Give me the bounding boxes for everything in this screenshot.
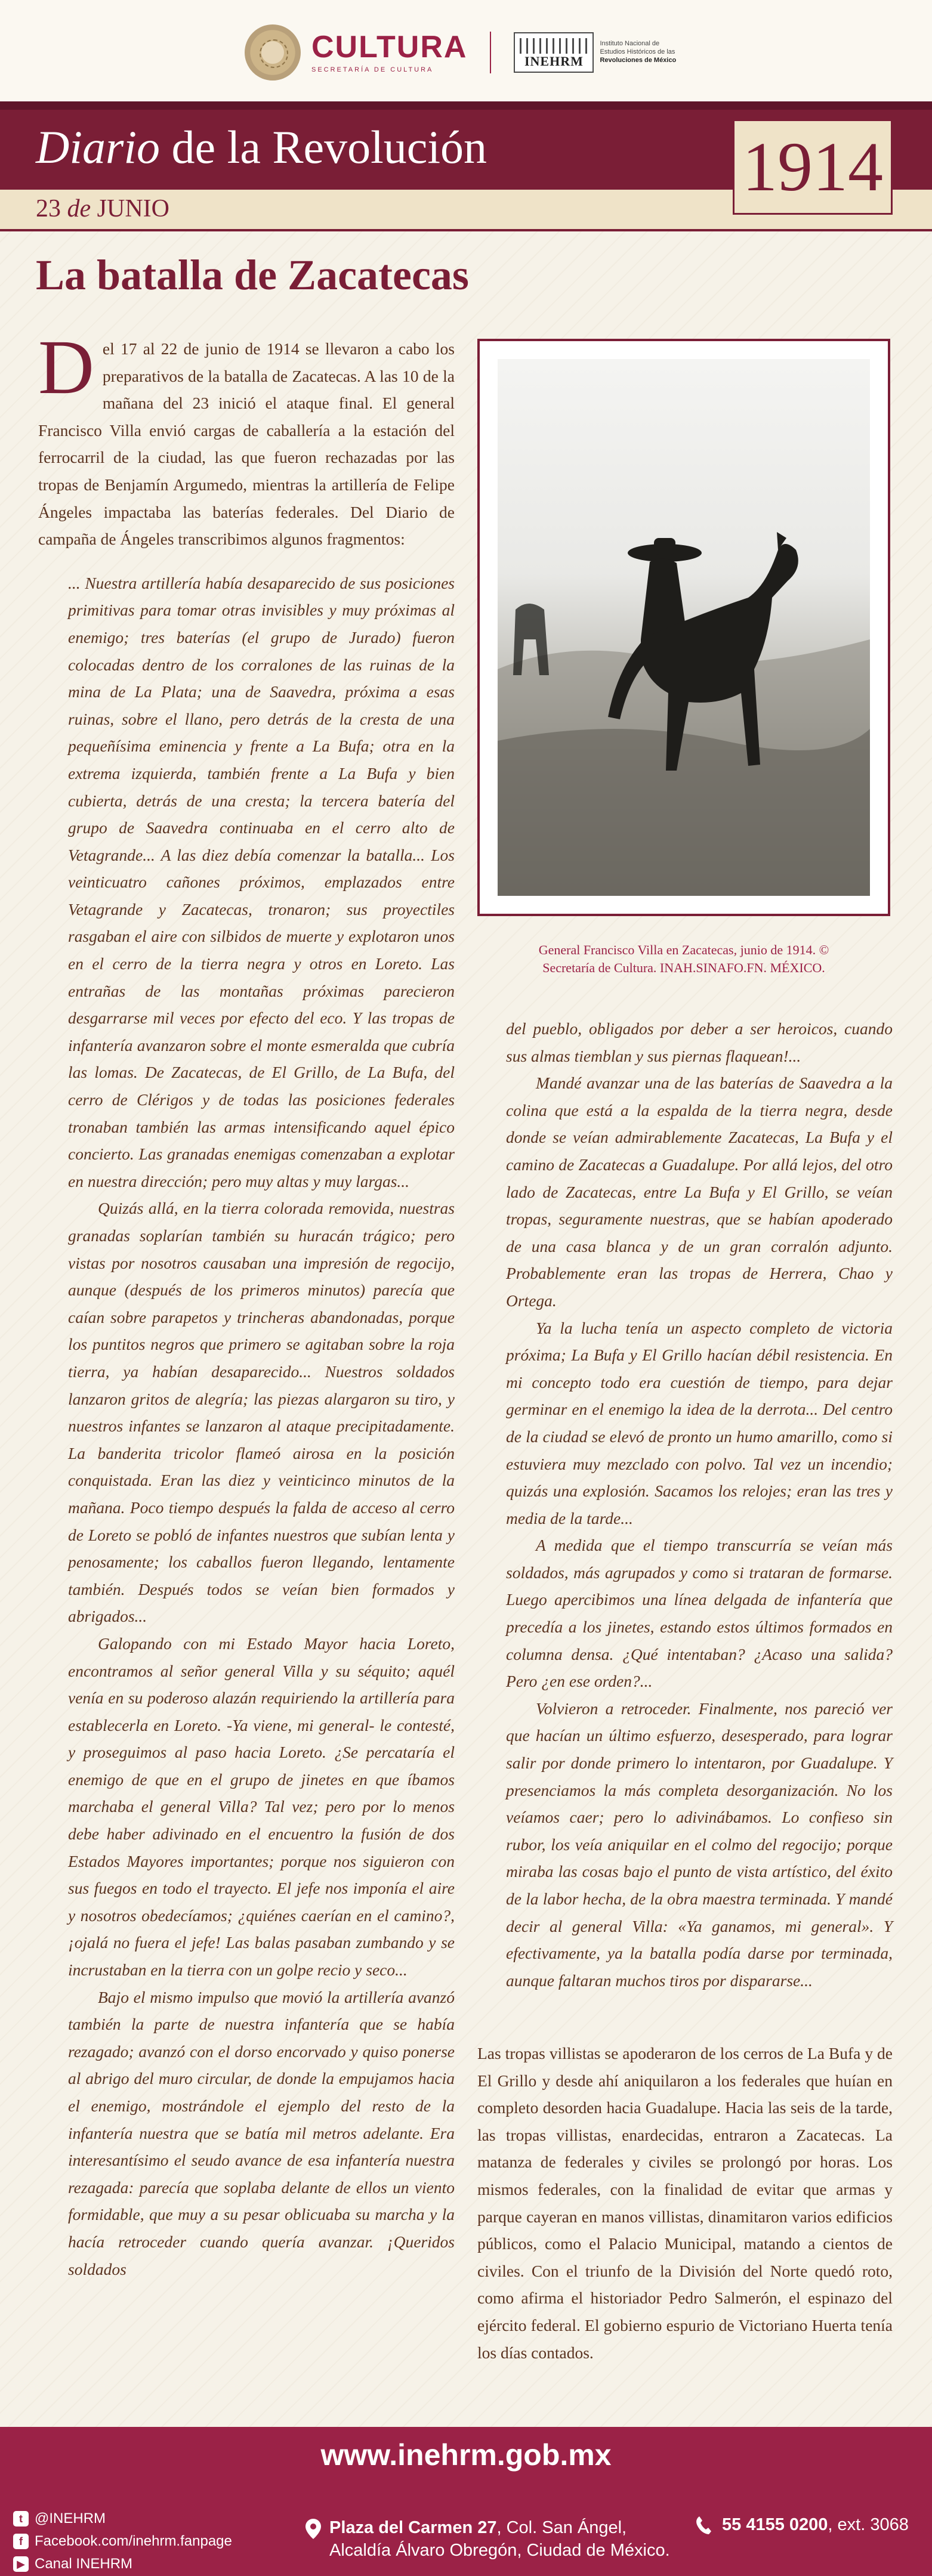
facebook-icon: f bbox=[13, 2534, 29, 2549]
top-header bbox=[0, 0, 932, 101]
quote-paragraph: del pueblo, obligados por deber a ser heroicos, cuando sus almas tiemblan y sus piernas flaquean!... bbox=[506, 1019, 893, 1065]
cultura-logo[interactable] bbox=[311, 32, 467, 73]
inehrm-name-line1: Instituto Nacional de bbox=[600, 40, 660, 48]
photo-caption bbox=[477, 941, 890, 977]
quote-block bbox=[38, 570, 455, 2283]
logo-group bbox=[245, 23, 676, 82]
phone-extension: , ext. 3068 bbox=[828, 2515, 909, 2534]
right-column bbox=[506, 1015, 893, 1994]
twitter-icon: t bbox=[13, 2511, 29, 2526]
location-pin-icon bbox=[305, 2519, 321, 2539]
year-badge bbox=[733, 119, 893, 215]
closing-column bbox=[477, 2040, 893, 2366]
brand-name: CULTURA bbox=[311, 30, 468, 64]
inehrm-name-line3: Revoluciones de México bbox=[600, 56, 677, 64]
quote-paragraph: Quizás allá, en la tierra colorada removida, nuestras granadas soplarían también su huracán trágico; pero vistas por nosotros causaban una impresión de regocijo, aunque (después de los primeros minutos) parecía que caían sobre parapetos y trincheras abandonadas, porque los puntitos negros que primero se agitaban sobre la roja tierra, ya habían desaparecido... Nuestros soldados lanzaron gritos de alegría; las piezas alargaron su tiro, y nuestros infantes se lanzaron al ataque precipitadamente. La banderita tricolor flameó airosa en la posición conquistada. Eran las diez y veinticinco minutos de la mañana. Poco tiempo después la falda de acceso al cerro de Loreto se pobló de infantes nuestros que subían lenta y penosamente; los caballos fueron llegando, lentamente también. Después todos se veían bien formados y abrigados... bbox=[68, 1199, 455, 1626]
facebook-link[interactable] bbox=[13, 2533, 232, 2550]
inehrm-logo[interactable] bbox=[514, 32, 676, 73]
brand-subtitle: SECRETARÍA DE CULTURA bbox=[311, 66, 434, 73]
quote-paragraph: Galopando con mi Estado Mayor hacia Loreto, encontramos al señor general Villa y su séquito; aquél venía en su poderoso alazán requiriendo la artillería para establecerla en Loreto. -Ya viene, mi general- le contesté, y proseguimos al paso hacia Loreto. ¿Se percataría el enemigo de que en el grupo de jinetes en que íbamos marchaba el general Villa? Tal vez; pero por lo menos debe haber adivinado en el encuentro la fusión de dos Estados Mayores importantes; porque nos siguieron con sus fuegos en todo el trayecto. El jefe nos imponía el aire y nosotros obedecíamos; ¿quiénes caerían en el camino?, ¡ojalá no fuera el jefe! Las balas pasaban zumbando y se incrustaban en la tierra con un golpe recio y seco... bbox=[68, 1634, 455, 1980]
photo-illustration bbox=[498, 359, 870, 896]
photo-caption-line2: Secretaría de Cultura. INAH.SINAFO.FN. MÉXICO. bbox=[542, 960, 825, 975]
youtube-icon: ▶ bbox=[13, 2556, 29, 2572]
year-label: 1914 bbox=[742, 128, 883, 206]
youtube-link[interactable] bbox=[13, 2556, 132, 2572]
date-day: 23 bbox=[36, 195, 61, 222]
address-city: Alcaldía Álvaro Obregón, Ciudad de México. bbox=[329, 2541, 670, 2560]
twitter-link[interactable] bbox=[13, 2510, 106, 2527]
inehrm-name bbox=[600, 40, 676, 64]
twitter-handle: @INEHRM bbox=[35, 2510, 106, 2526]
phone-number: 55 4155 0200 bbox=[722, 2515, 828, 2534]
date-label bbox=[36, 194, 169, 223]
logo-divider bbox=[490, 32, 491, 73]
quote-paragraph: Bajo el mismo impulso que movió la artillería avanzó también la parte de nuestra infantería que se había rezagado; avanzó con el dorso encorvado y quiso ponerse al abrigo del muro circular, de donde la empujamos hacia el enemigo, mostrándole el ejemplo del resto de la infantería nuestra que se batía mil metros adelante. Era interesantísimo el seudo avance de esa infantería nuestra rezagada: parecía que soplaba delante de ellos un viento formidable, que muy a su pesar oblicuaba su marcha y la hacía retroceder cuando quería avanzar. ¡Queridos soldados bbox=[68, 1987, 455, 2278]
series-title-rest: de la Revolución bbox=[160, 121, 487, 173]
closing-paragraph: Las tropas villistas se apoderaron de los cerros de La Bufa y de El Grillo y desde ahí aniquilaron a los federales que huían en completo desorden hacia Guadalupe. Hacia las seis de la tarde, las tropas villistas, enardecidas, entraron a Zacatecas. La matanza de federales y civiles se prolongó por horas. Los mismos federales, con la finalidad de evitar que armas y parque cayeran en manos villistas, dinamitaron varios edificios públicos, como el Palacio Municipal, matando a cientos de civiles. Con el triunfo de la División del Norte quedó roto, como afirma el historiador Pedro Salmerón, el espinazo del ejército federal. El gobierno espurio de Victoriano Huerta tenía los días contados. bbox=[477, 2044, 893, 2362]
quote-paragraph: A medida que el tiempo transcurría se veían más soldados, más agrupados y como si trataran de formarse. Luego apercibimos una línea delgada de infantería que precedía a los jinetes, estando estos últimos formados en columna densa. ¿Qué intentaban? ¿Acaso una salida? Pero ¿en ese orden?... bbox=[506, 1536, 893, 1691]
drop-cap: D bbox=[38, 324, 94, 410]
series-title-italic: Diario bbox=[36, 121, 161, 173]
youtube-channel: Canal INEHRM bbox=[35, 2556, 133, 2572]
inehrm-abbr: INEHRM bbox=[524, 54, 584, 69]
address bbox=[305, 2516, 670, 2562]
inehrm-building-icon bbox=[514, 32, 594, 73]
address-colony: , Col. San Ángel, bbox=[496, 2518, 627, 2537]
footer bbox=[0, 2427, 932, 2576]
intro-text: el 17 al 22 de junio de 1914 se llevaron a cabo los preparativos de la batalla de Zacatecas. A las 10 de la mañana del 23 inició el ataque final. El general Francisco Villa envió cargas de caballería a la estación del ferrocarril de la ciudad, las que fueron rechazadas por las tropas de Benjamín Argumedo, mientras la artillería de Felipe Ángeles impactaba las baterías federales. Del Diario de campaña de Ángeles transcribimos algunos fragmentos: bbox=[38, 339, 455, 549]
villa-photo bbox=[498, 359, 870, 896]
seal-icon bbox=[245, 24, 301, 81]
article-headline: La batalla de Zacatecas bbox=[36, 251, 469, 299]
quote-paragraph: Mandé avanzar una de las baterías de Saavedra a la colina que está a la espalda de la tierra negra, desde donde se veían admirablemente Zacatecas, La Bufa y el camino de Zacatecas a Guadalupe. Por allá lejos, del otro lado de Zacatecas, entre La Bufa y El Grillo, se veían tropas, seguramente nuestras, que se habían apoderado de una casa blanca y de un gran corralón adjunto. Probablemente eran las tropas de Herrera, Chao y Ortega. bbox=[506, 1074, 893, 1310]
photo-frame bbox=[477, 339, 890, 916]
quote-paragraph: Volvieron a retroceder. Finalmente, nos pareció ver que hacían un último esfuerzo, desesperado, para lograr salir por donde primero lo intentaron, por Guadalupe. Y presenciamos la más completa desorganización. No los veíamos caer; pero lo adivinábamos. Lo confieso sin rubor, los veía aniquilar en el colmo del regocijo; porque miraba las cosas bajo el punto de vista artístico, del éxito de la labor hecha, de la obra maestra terminada. Y mandé decir al general Villa: «Ya ganamos, mi general». Y efectivamente, ya la batalla podía darse por terminada, aunque faltaran muchos tiros por dispararse... bbox=[506, 1699, 893, 1990]
intro-paragraph bbox=[38, 324, 455, 553]
quote-paragraph: Ya la lucha tenía un aspecto completo de victoria próxima; La Bufa y El Grillo hacían débil resistencia. En mi concepto todo era cuestión de tiempo, para dejar germinar en el enemigo la idea de la derrota... Del centro de la ciudad se elevó de pronto un humo amarillo, como si estuviera muy mezclado con polvo. Tal vez un incendio; quizás una explosión. Sacamos los relojes; eran las tres y media de la tarde... bbox=[506, 1318, 893, 1527]
website-link[interactable]: www.inehrm.gob.mx bbox=[320, 2438, 612, 2472]
inehrm-name-line2: Estudios Históricos de las bbox=[600, 48, 675, 56]
quote-paragraph: ... Nuestra artillería había desaparecido de sus posiciones primitivas para tomar otras invisibles y muy próximas al enemigo; tres baterías (el grupo de Jurado) fueron colocadas dentro de los corralones de las ruinas de la mina de La Plata; una de Saavedra, próxima a esas ruinas, sobre el llano, pero detrás de la cresta de una pequeñísima eminencia y frente a La Bufa; otra en la extrema izquierda, también frente a La Bufa y bien cubierta, detrás de una cresta; la tercera batería del grupo de Saavedra continuaba en el cerro alto de Vetagrande... A las diez debía comenzar la batalla... Los veinticuatro cañones próximos, emplazados entre Vetagrande y Zacatecas, tronaron; sus proyectiles rasgaban el aire con silbidos de muerte y explotaron unos en el cerro de la tierra negra y otros en Loreto. Las entrañas de las montañas próximas parecieron desgarrarse mil veces por efecto del eco. Y las tropas de infantería avanzaron sobre el monte esmeralda que cubría las lomas. De Zacatecas, de El Grillo, de La Bufa, del cerro de Clérigos y de todas las posiciones federales tronaban también las armas intensificando aquel épico concierto. Las granadas enemigas comenzaban a explotar en nuestra dirección; pero muy altas y muy largas... bbox=[68, 573, 455, 1190]
date-de: de bbox=[67, 195, 91, 222]
series-title bbox=[36, 121, 487, 173]
address-street: Plaza del Carmen 27 bbox=[329, 2518, 497, 2537]
date-month: JUNIO bbox=[97, 195, 169, 222]
phone-icon bbox=[696, 2516, 711, 2534]
left-column bbox=[38, 324, 455, 2283]
facebook-url: Facebook.com/inehrm.fanpage bbox=[35, 2533, 232, 2549]
phone[interactable] bbox=[696, 2515, 909, 2535]
photo-caption-line1: General Francisco Villa en Zacatecas, junio de 1914. © bbox=[538, 942, 829, 957]
